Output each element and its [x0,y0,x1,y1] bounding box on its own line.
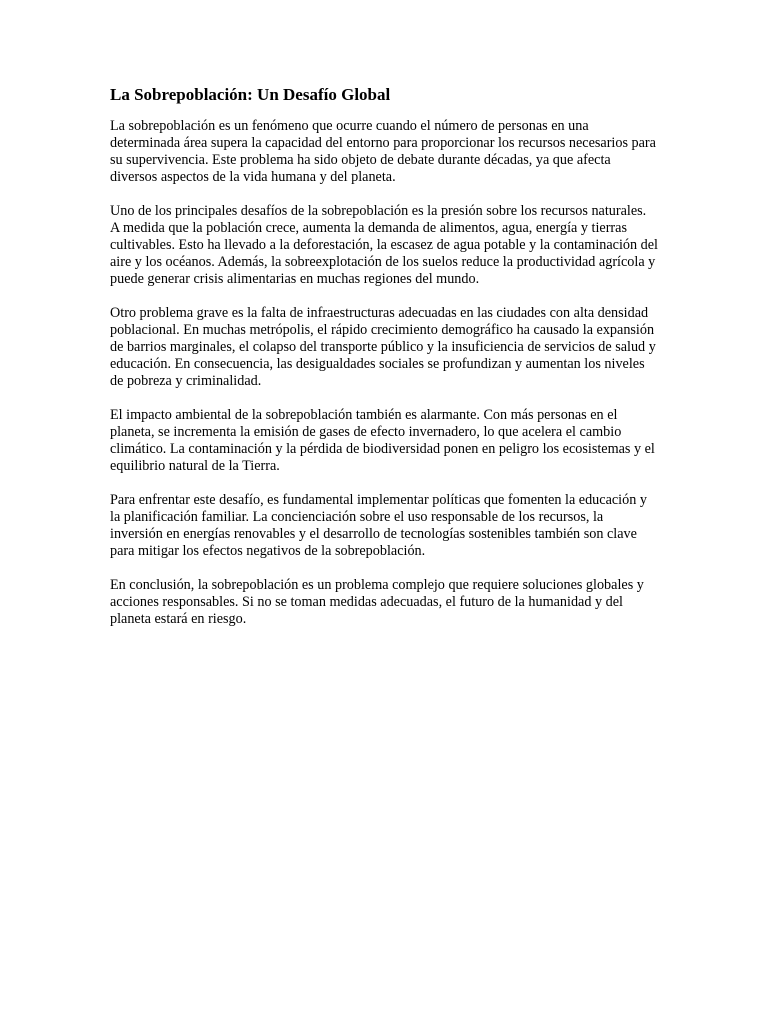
document-body [110,84,658,645]
paragraph-conclusion: En conclusión, la sobrepoblación es un problema complejo que requiere soluciones globales y acciones responsables. Si no se toman medidas adecuadas, el futuro de la humanidad y del planeta estará en riesgo. [110,577,644,627]
document-title: La Sobrepoblación: Un Desafío Global [110,85,391,104]
paragraph-solutions: Para enfrentar este desafío, es fundamental implementar políticas que fomenten la educación y la planificación familiar. La concienciación sobre el uso responsable de los recursos, la inversión en energías renovables y el desarrollo de tecnologías sostenibles también son clave para mitigar los efectos negativos de la sobrepoblación. [110,492,647,559]
paragraph-natural-resources: Uno de los principales desafíos de la sobrepoblación es la presión sobre los recursos naturales. A medida que la población crece, aumenta la demanda de alimentos, agua, energía y tierras cultivables. Esto ha llevado a la deforestación, la escasez de agua potable y la contaminación del aire y los océanos. Además, la sobreexplotación de los suelos reduce la productividad agrícola y puede generar crisis alimentarias en muchas regiones del mundo. [110,203,658,287]
paragraph-introduction: La sobrepoblación es un fenómeno que ocurre cuando el número de personas en una determinada área supera la capacidad del entorno para proporcionar los recursos necesarios para su supervivencia. Este problema ha sido objeto de debate durante décadas, ya que afecta diversos aspectos de la vida humana y del planeta. [110,118,656,185]
paragraph-environmental-impact: El impacto ambiental de la sobrepoblación también es alarmante. Con más personas en el planeta, se incrementa la emisión de gases de efecto invernadero, lo que acelera el cambio climático. La contaminación y la pérdida de biodiversidad ponen en peligro los ecosistemas y el equilibrio natural de la Tierra. [110,407,655,474]
paragraph-infrastructure: Otro problema grave es la falta de infraestructuras adecuadas en las ciudades con alta densidad poblacional. En muchas metrópolis, el rápido crecimiento demográfico ha causado la expansión de barrios marginales, el colapso del transporte público y la insuficiencia de servicios de salud y educación. En consecuencia, las desigualdades sociales se profundizan y aumentan los niveles de pobreza y criminalidad. [110,305,656,389]
